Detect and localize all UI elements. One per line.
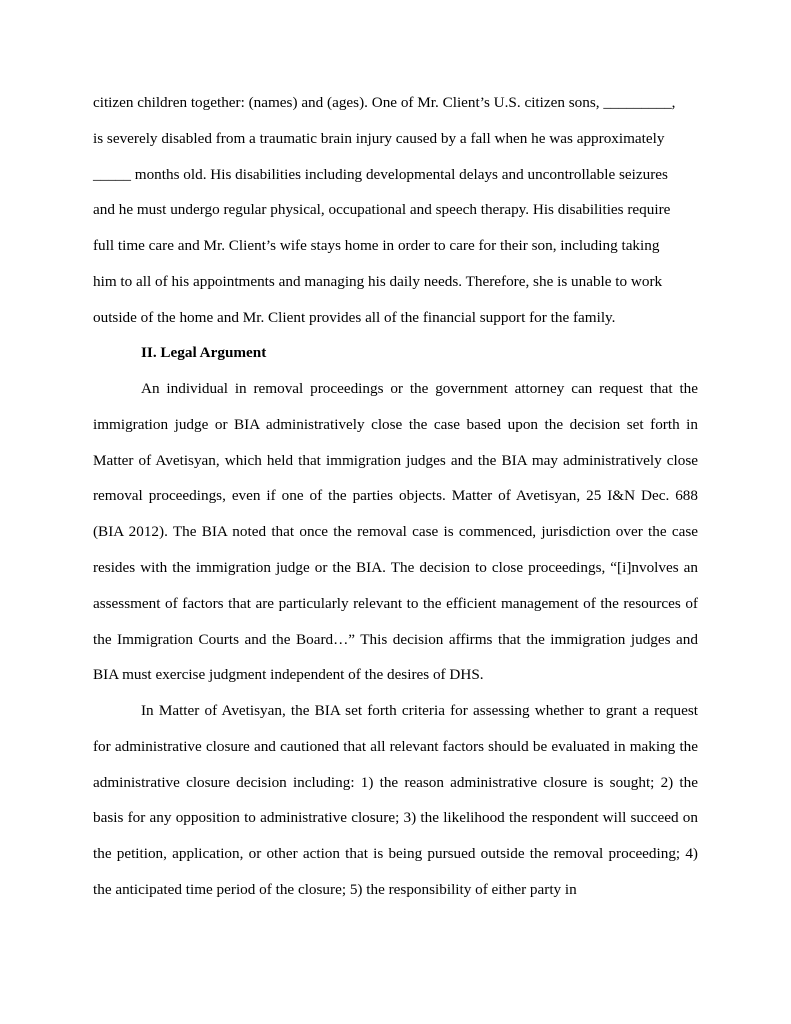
section-heading: II. Legal Argument <box>141 344 267 361</box>
paragraph-line: him to all of his appointments and managing his daily needs. Therefore, she is unable to work <box>93 272 663 290</box>
paragraph-criteria <box>93 693 698 908</box>
paragraph-line: and he must undergo regular physical, occupational and speech therapy. His disabilities require <box>93 201 671 219</box>
paragraph-text: An individual in removal proceedings or the government attorney can request that the immigration judge or BIA administratively close the case based upon the decision set forth in Matter of Avetisyan, which held that immigration judges and the BIA may administratively close removal proceedings, even if one of the parties objects. Matter of Avetisyan, 25 I&N Dec. 688 (BIA 2012). The BIA noted that once the removal case is commenced, jurisdiction over the case resides with the immigration judge or the BIA. The decision to close proceedings, “[i]nvolves an assessment of factors that are particularly relevant to the efficient management of the resources of the Immigration Courts and the Board…” This decision affirms that the immigration judges and BIA must exercise judgment independent of the desires of DHS. <box>93 380 698 684</box>
paragraph-line: citizen children together: (names) and (ages). One of Mr. Client’s U.S. citizen sons, _________, <box>93 94 676 111</box>
paragraph-line: full time care and Mr. Client’s wife stays home in order to care for their son, including taking <box>93 237 660 255</box>
paragraph-line: outside of the home and Mr. Client provides all of the financial support for the family. <box>93 308 616 326</box>
paragraph-text: In Matter of Avetisyan, the BIA set forth criteria for assessing whether to grant a request for administrative closure and cautioned that all relevant factors should be evaluated in making the administrative closure decision including: 1) the reason administrative closure is sought; 2) the basis for any opposition to administrative closure; 3) the likelihood the respondent will succeed on the petition, application, or other action that is being pursued outside the removal proceeding; 4) the anticipated time period of the closure; 5) the responsibility of either party in <box>93 702 698 898</box>
paragraph-legal-argument <box>93 371 698 693</box>
paragraph-continuation <box>93 85 698 336</box>
paragraph-line: _____ months old. His disabilities including developmental delays and uncontrollable seizures <box>93 165 668 183</box>
paragraph-line: is severely disabled from a traumatic brain injury caused by a fall when he was approximately <box>93 129 665 147</box>
